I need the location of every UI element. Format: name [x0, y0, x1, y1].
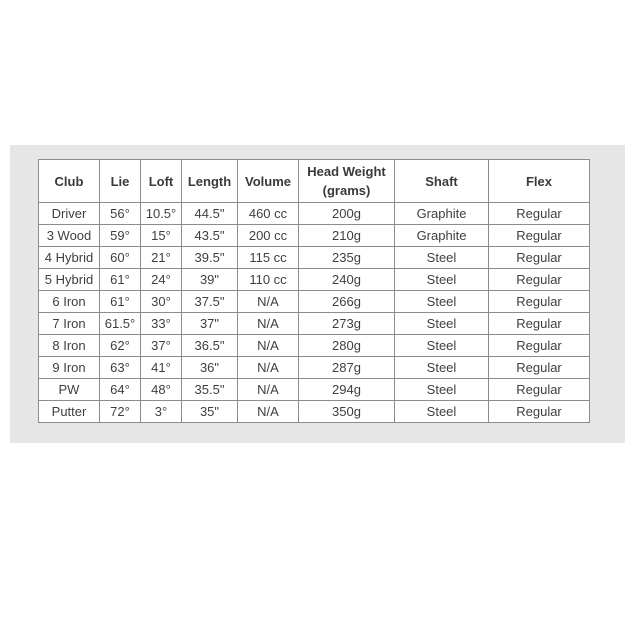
cell-club: 3 Wood	[39, 225, 100, 247]
table-row	[39, 247, 590, 269]
header-head-weight-line2: (grams)	[322, 183, 371, 198]
cell-weight: 287g	[299, 357, 395, 379]
cell-club: Driver	[39, 203, 100, 225]
cell-lie: 60°	[100, 247, 141, 269]
table-row	[39, 379, 590, 401]
cell-length: 39.5"	[182, 247, 238, 269]
cell-volume: N/A	[238, 401, 299, 423]
cell-shaft: Steel	[395, 269, 489, 291]
header-length: Length	[182, 160, 238, 203]
cell-flex: Regular	[489, 269, 590, 291]
cell-weight: 294g	[299, 379, 395, 401]
cell-club: 6 Iron	[39, 291, 100, 313]
header-club: Club	[39, 160, 100, 203]
cell-lie: 63°	[100, 357, 141, 379]
cell-loft: 30°	[141, 291, 182, 313]
cell-volume: N/A	[238, 291, 299, 313]
cell-weight: 266g	[299, 291, 395, 313]
header-lie: Lie	[100, 160, 141, 203]
cell-volume: N/A	[238, 357, 299, 379]
header-head-weight	[299, 160, 395, 203]
cell-loft: 10.5°	[141, 203, 182, 225]
cell-lie: 61°	[100, 269, 141, 291]
cell-flex: Regular	[489, 335, 590, 357]
cell-volume: N/A	[238, 313, 299, 335]
cell-flex: Regular	[489, 225, 590, 247]
cell-loft: 33°	[141, 313, 182, 335]
table-row	[39, 313, 590, 335]
cell-flex: Regular	[489, 291, 590, 313]
cell-shaft: Steel	[395, 291, 489, 313]
cell-weight: 240g	[299, 269, 395, 291]
cell-club: Putter	[39, 401, 100, 423]
cell-weight: 210g	[299, 225, 395, 247]
cell-weight: 273g	[299, 313, 395, 335]
cell-loft: 37°	[141, 335, 182, 357]
cell-lie: 59°	[100, 225, 141, 247]
cell-weight: 235g	[299, 247, 395, 269]
cell-club: 8 Iron	[39, 335, 100, 357]
cell-lie: 61°	[100, 291, 141, 313]
cell-shaft: Steel	[395, 247, 489, 269]
cell-flex: Regular	[489, 379, 590, 401]
cell-loft: 41°	[141, 357, 182, 379]
cell-club: PW	[39, 379, 100, 401]
cell-volume: 110 cc	[238, 269, 299, 291]
table-header-row	[39, 160, 590, 203]
cell-flex: Regular	[489, 247, 590, 269]
cell-loft: 24°	[141, 269, 182, 291]
table-row	[39, 291, 590, 313]
header-loft: Loft	[141, 160, 182, 203]
cell-length: 35.5"	[182, 379, 238, 401]
header-volume: Volume	[238, 160, 299, 203]
cell-shaft: Steel	[395, 379, 489, 401]
header-flex: Flex	[489, 160, 590, 203]
cell-length: 39"	[182, 269, 238, 291]
cell-length: 36"	[182, 357, 238, 379]
cell-lie: 61.5°	[100, 313, 141, 335]
cell-flex: Regular	[489, 401, 590, 423]
cell-lie: 72°	[100, 401, 141, 423]
cell-loft: 21°	[141, 247, 182, 269]
cell-volume: N/A	[238, 379, 299, 401]
cell-volume: 200 cc	[238, 225, 299, 247]
cell-club: 9 Iron	[39, 357, 100, 379]
cell-lie: 62°	[100, 335, 141, 357]
cell-lie: 56°	[100, 203, 141, 225]
cell-shaft: Graphite	[395, 203, 489, 225]
cell-loft: 3°	[141, 401, 182, 423]
header-shaft: Shaft	[395, 160, 489, 203]
table-row	[39, 357, 590, 379]
cell-lie: 64°	[100, 379, 141, 401]
cell-flex: Regular	[489, 357, 590, 379]
cell-shaft: Steel	[395, 357, 489, 379]
cell-weight: 200g	[299, 203, 395, 225]
cell-volume: N/A	[238, 335, 299, 357]
table-row	[39, 335, 590, 357]
cell-shaft: Steel	[395, 313, 489, 335]
spec-panel	[10, 145, 625, 443]
cell-weight: 280g	[299, 335, 395, 357]
cell-club: 4 Hybrid	[39, 247, 100, 269]
table-row	[39, 203, 590, 225]
table-row	[39, 225, 590, 247]
header-head-weight-line1: Head Weight	[307, 164, 386, 179]
table-row	[39, 269, 590, 291]
cell-weight: 350g	[299, 401, 395, 423]
cell-club: 7 Iron	[39, 313, 100, 335]
cell-volume: 460 cc	[238, 203, 299, 225]
cell-shaft: Steel	[395, 335, 489, 357]
cell-loft: 48°	[141, 379, 182, 401]
cell-shaft: Steel	[395, 401, 489, 423]
cell-length: 36.5"	[182, 335, 238, 357]
cell-loft: 15°	[141, 225, 182, 247]
cell-length: 35"	[182, 401, 238, 423]
golf-club-spec-table	[38, 159, 590, 423]
cell-flex: Regular	[489, 203, 590, 225]
table-row	[39, 401, 590, 423]
cell-volume: 115 cc	[238, 247, 299, 269]
cell-length: 37.5"	[182, 291, 238, 313]
cell-length: 44.5"	[182, 203, 238, 225]
cell-length: 43.5"	[182, 225, 238, 247]
cell-club: 5 Hybrid	[39, 269, 100, 291]
cell-length: 37"	[182, 313, 238, 335]
cell-shaft: Graphite	[395, 225, 489, 247]
cell-flex: Regular	[489, 313, 590, 335]
